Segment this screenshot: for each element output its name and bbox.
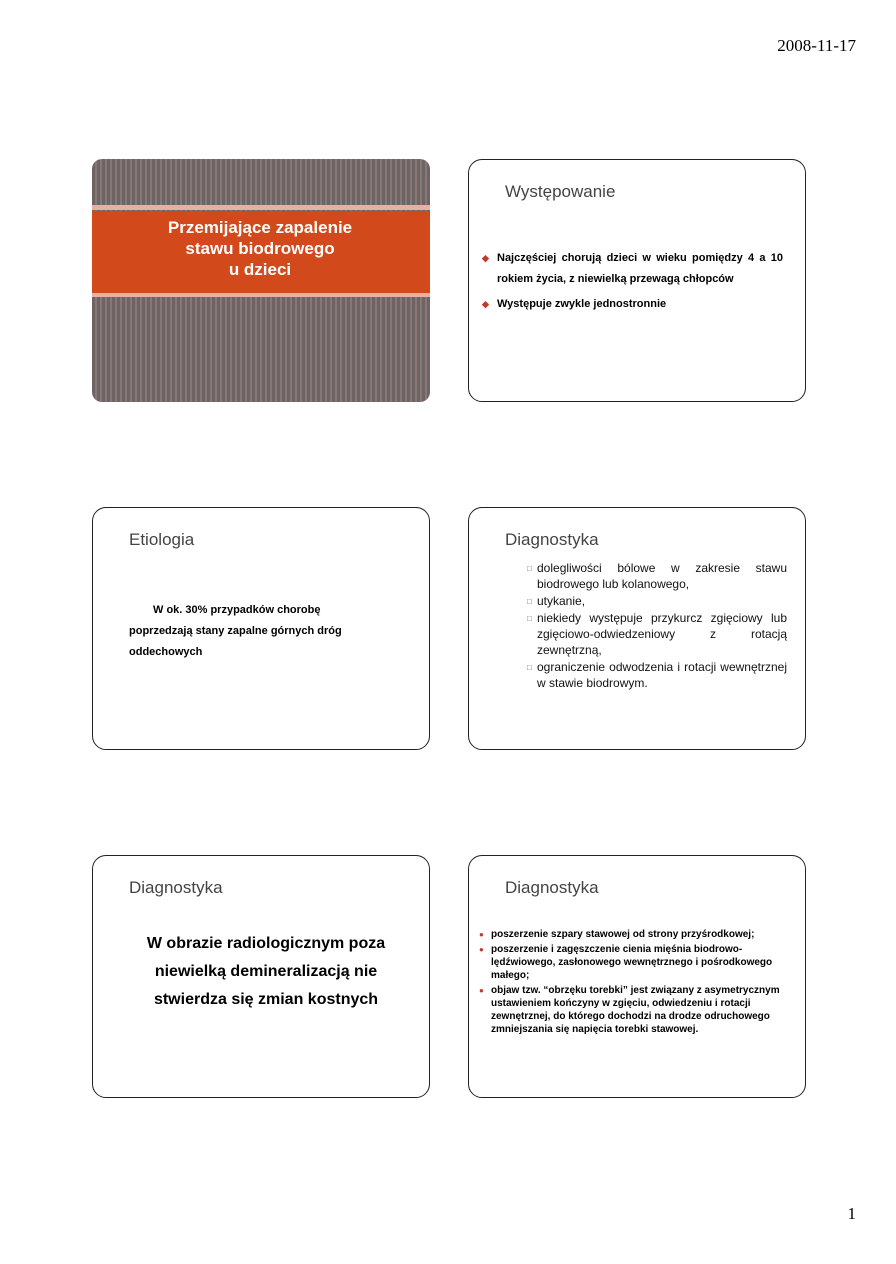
title-line: Przemijające zapalenie <box>167 218 353 237</box>
body-line: W obrazie radiologicznym poza <box>146 935 386 952</box>
slide-diagnostyka-radiologia <box>92 855 430 1098</box>
bullet-text: poszerzenie i zagęszczenie cienia mięśnia biodrowo-lędźwiowego, zasłonowego wewnętrznego i pośrodkowego małego; <box>491 944 773 981</box>
list-item <box>479 248 783 290</box>
slide-heading: Diagnostyka <box>505 878 599 897</box>
bullet-text: ograniczenie odwodzenia i rotacji wewnętrznej w stawie biodrowym. <box>537 660 787 690</box>
list-item <box>479 294 783 315</box>
slide-title <box>92 159 430 402</box>
slide-heading: Występowanie <box>505 182 616 201</box>
body-line: stwierdza się zmian kostnych <box>153 991 379 1008</box>
title-band-accent <box>92 293 430 297</box>
slide-body <box>129 600 389 663</box>
page-date: 2008-11-17 <box>777 36 856 55</box>
body-line: poprzedzają stany zapalne górnych dróg <box>129 625 342 637</box>
bullet-text: poszerzenie szpary stawowej od strony przyśrodkowej; <box>491 929 755 940</box>
title-line: u dzieci <box>228 260 292 279</box>
bullet-text: utykanie, <box>537 594 586 608</box>
list-item <box>527 610 787 658</box>
list-item <box>477 943 793 982</box>
bullet-icon: ● <box>479 945 484 954</box>
list-item <box>477 928 793 941</box>
slide-heading: Diagnostyka <box>505 530 599 549</box>
bullet-text: dolegliwości bólowe w zakresie stawu biodrowego lub kolanowego, <box>537 561 787 591</box>
bullet-text: niekiedy występuje przykurcz zgięciowy lub zgięciowo-odwiedzeniowy z rotacją zewnętrzną, <box>537 611 787 657</box>
list-item <box>477 984 793 1036</box>
list-item <box>527 659 787 691</box>
slide-etiologia <box>92 507 430 750</box>
list-item <box>527 560 787 592</box>
body-line: W ok. 30% przypadków chorobę <box>153 604 321 616</box>
slide-diagnostyka-objawy <box>468 507 806 750</box>
bullet-text: objaw tzw. “obrzęku torebki” jest związany z asymetrycznym ustawieniem kończyny w zgięciu, odwiedzeniu i rotacji zewnętrznej, do którego dochodzi na drodze odruchowego zmniejszania się napięcia torebki stawowej. <box>491 985 780 1035</box>
bullet-text: Najczęściej chorują dzieci w wieku pomiędzy 4 a 10 rokiem życia, z niewielką przewagą chłopców <box>497 252 783 285</box>
body-line: niewielką demineralizacją nie <box>154 963 378 980</box>
bullet-text: Występuje zwykle jednostronnie <box>497 298 667 310</box>
checkbox-bullet-icon: □ <box>527 663 532 672</box>
slide-heading: Diagnostyka <box>129 878 223 897</box>
checkbox-bullet-icon: □ <box>527 564 532 573</box>
title-band-accent <box>92 205 430 210</box>
bullet-list <box>479 248 783 319</box>
slide-wystepowanie <box>468 159 806 402</box>
checkbox-bullet-icon: □ <box>527 614 532 623</box>
checkbox-bullet-icon: □ <box>527 597 532 606</box>
bullet-icon: ● <box>479 986 484 995</box>
bullet-list <box>477 928 793 1038</box>
slide-diagnostyka-usg <box>468 855 806 1098</box>
bullet-icon: ● <box>479 930 484 939</box>
slide-body <box>123 930 409 1014</box>
bullet-icon: ◆ <box>482 253 489 263</box>
title-line: stawu biodrowego <box>185 239 335 258</box>
page-number: 1 <box>847 1204 856 1223</box>
slide-main-title <box>154 217 366 280</box>
slide-heading: Etiologia <box>129 530 195 549</box>
body-line: oddechowych <box>129 646 203 658</box>
list-item <box>527 593 787 609</box>
bullet-list <box>527 560 787 692</box>
bullet-icon: ◆ <box>482 299 489 309</box>
